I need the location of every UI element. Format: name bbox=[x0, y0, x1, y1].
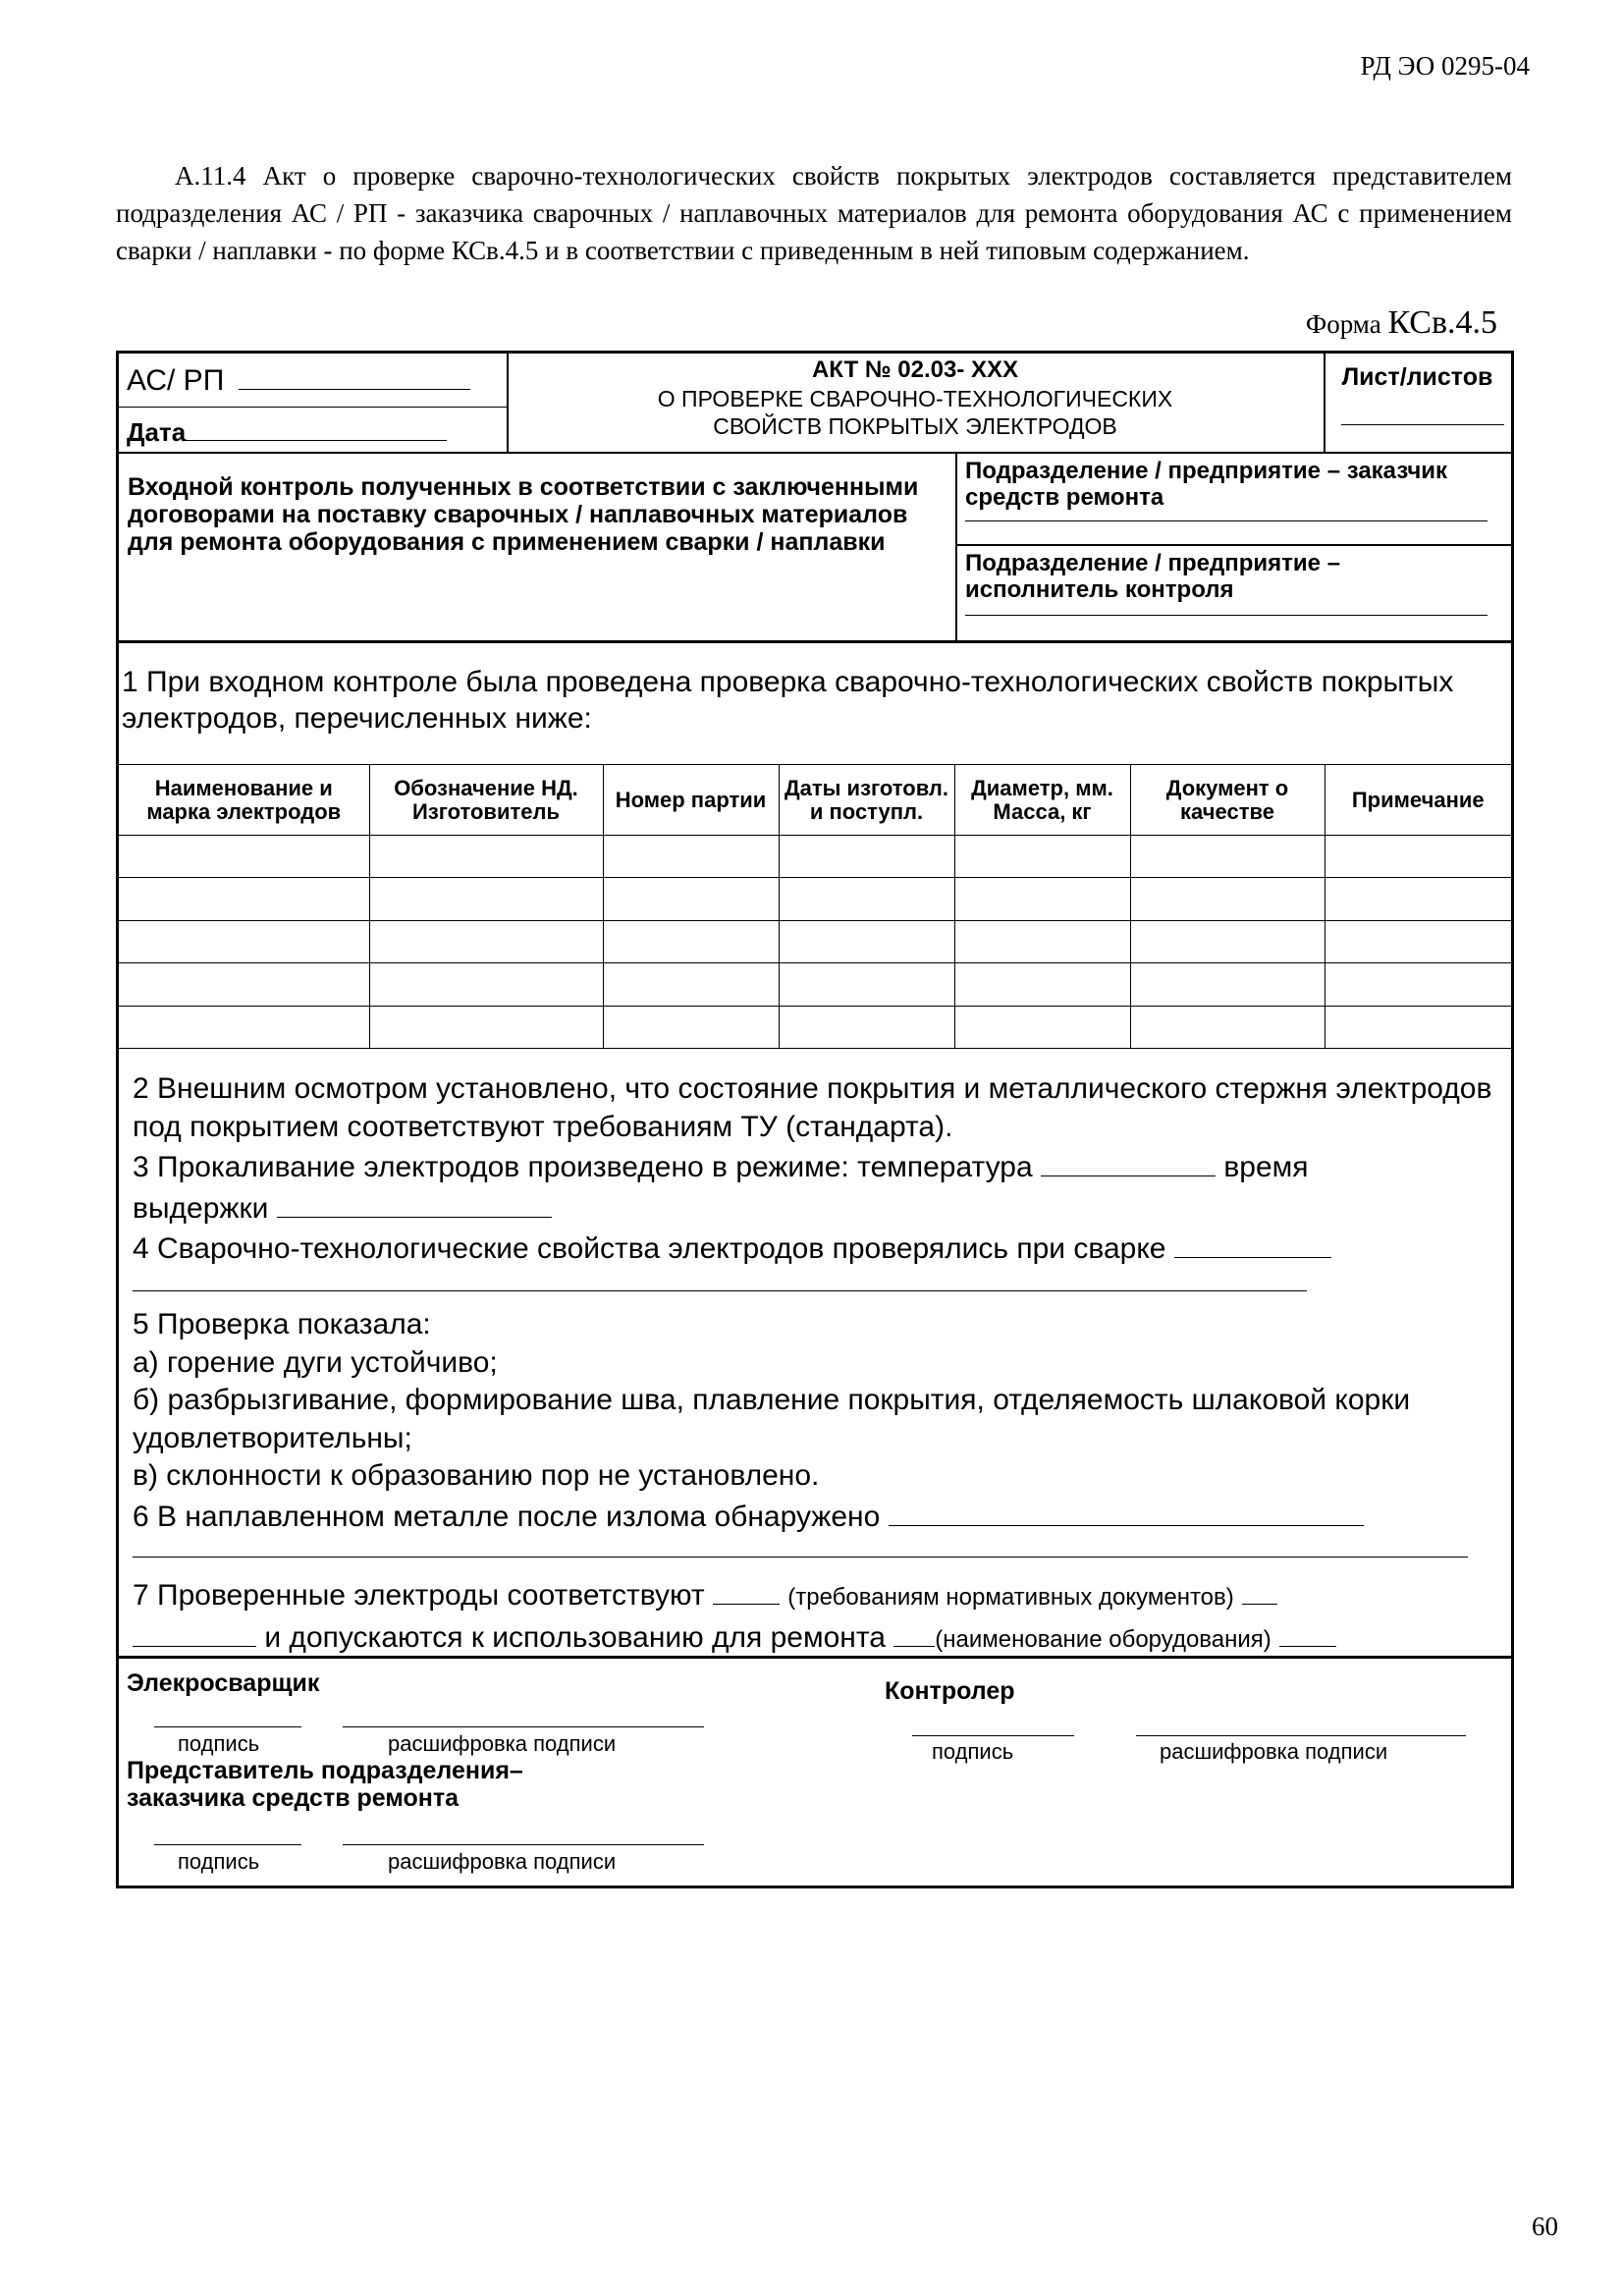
col-note: Примечание bbox=[1325, 765, 1511, 836]
equipment-field[interactable] bbox=[893, 1616, 935, 1647]
controller-signature-line[interactable] bbox=[912, 1735, 1074, 1736]
controller-decode-caption: расшифровка подписи bbox=[1160, 1739, 1388, 1764]
welder-label: Элекросварщик bbox=[127, 1669, 320, 1697]
hold-time-field[interactable] bbox=[277, 1187, 552, 1218]
table-row bbox=[119, 836, 1511, 878]
date-label: Дата bbox=[127, 417, 187, 447]
input-control-cell bbox=[119, 454, 957, 640]
input-control-text: Входной контроль полученных в соответствии с заключенными договорами на поставку сварочных / наплавочных материалов для ремонта оборудования с применением сварки / наплавки bbox=[128, 473, 919, 556]
defects-field-continuation[interactable] bbox=[133, 1527, 1468, 1558]
act-subtitle-line1: О ПРОВЕРКЕ СВАРОЧНО-ТЕХНОЛОГИЧЕСКИХ bbox=[657, 386, 1173, 411]
paragraph-2: 2 Внешним осмотром установлено, что состояние покрытия и металлического стержня электродов под покрытием соответствуют требованиям ТУ (стандарта). bbox=[133, 1072, 1492, 1143]
act-title: АКТ № 02.03- XXX bbox=[811, 356, 1019, 383]
representative-signature-caption: подпись bbox=[178, 1849, 260, 1874]
electrodes-table bbox=[119, 764, 1511, 1049]
sheets-field[interactable] bbox=[1341, 409, 1504, 425]
table-row bbox=[119, 878, 1511, 920]
customer-field[interactable] bbox=[965, 505, 1488, 521]
controller-signature-caption: подпись bbox=[932, 1739, 1014, 1764]
conformity-field[interactable] bbox=[713, 1574, 780, 1605]
paragraph-6-continuation bbox=[133, 1537, 1497, 1574]
equipment-field-2[interactable] bbox=[1279, 1616, 1336, 1647]
table-row bbox=[119, 963, 1511, 1006]
controller-decode-line[interactable] bbox=[1136, 1735, 1466, 1736]
paragraph-5a: а) горение дуги устойчиво; bbox=[133, 1345, 498, 1379]
sheets-label: Лист/листов bbox=[1341, 363, 1493, 391]
executor-cell bbox=[955, 546, 1511, 640]
as-rp-field[interactable] bbox=[239, 359, 470, 390]
conformity-field-2[interactable] bbox=[1242, 1574, 1277, 1605]
representative-decode-caption: расшифровка подписи bbox=[388, 1849, 617, 1874]
paragraph-7-continuation bbox=[133, 1616, 1497, 1660]
welder-signature-line[interactable] bbox=[154, 1726, 301, 1727]
date-field[interactable] bbox=[186, 414, 447, 441]
temperature-field[interactable] bbox=[1041, 1146, 1216, 1176]
paragraph-5c: в) склонности к образованию пор не установлено. bbox=[133, 1459, 820, 1493]
paragraph-7 bbox=[133, 1574, 1497, 1617]
act-title-cell bbox=[507, 354, 1325, 452]
conformity-field-3[interactable] bbox=[133, 1616, 256, 1647]
as-rp-cell bbox=[119, 354, 509, 452]
representative-decode-line[interactable] bbox=[343, 1844, 704, 1845]
col-quality-document: Документ о качестве bbox=[1130, 765, 1325, 836]
representative-label: Представитель подразделения– заказчика средств ремонта bbox=[127, 1757, 523, 1812]
defects-field[interactable] bbox=[889, 1496, 1364, 1526]
paragraph-6-text: 6 В наплавленном металле после излома обнаружено bbox=[133, 1500, 881, 1533]
representative-signature-line[interactable] bbox=[154, 1844, 301, 1845]
paragraph-7-text-2: и допускаются к использованию для ремонта bbox=[264, 1621, 886, 1655]
controller-label: Контролер bbox=[885, 1677, 1015, 1705]
paragraph-7-text: 7 Проверенные электроды соответствуют bbox=[133, 1578, 705, 1612]
form-code: КСв.4.5 bbox=[1387, 304, 1497, 341]
paragraph-4-continuation bbox=[133, 1269, 1497, 1306]
col-diameter-mass: Диаметр, мм. Масса, кг bbox=[954, 765, 1130, 836]
paragraph-3-hold bbox=[133, 1187, 1497, 1229]
col-nd-manufacturer: Обозначение НД. Изготовитель bbox=[369, 765, 603, 836]
executor-label: Подразделение / предприятие – исполнитель контроля bbox=[965, 550, 1341, 603]
as-rp-label: АС/ РП bbox=[127, 364, 225, 397]
paragraph-7-small-2: (наименование оборудования) bbox=[935, 1626, 1271, 1654]
welder-decode-line[interactable] bbox=[343, 1726, 704, 1727]
welder-signature-caption: подпись bbox=[178, 1731, 260, 1756]
section2-block bbox=[133, 1070, 1497, 1660]
form-label bbox=[1306, 304, 1497, 342]
col-batch-number: Номер партии bbox=[603, 765, 779, 836]
form-label-prefix: Форма bbox=[1305, 309, 1388, 339]
col-name: Наименование и марка электродов bbox=[119, 765, 369, 836]
welding-field[interactable] bbox=[1174, 1228, 1331, 1258]
paragraph-3-time: время bbox=[1223, 1151, 1309, 1184]
paragraph-5b: б) разбрызгивание, формирование шва, плавление покрытия, отделяемость шлаковой корки удовлетворительны; bbox=[133, 1384, 1411, 1454]
executor-field[interactable] bbox=[965, 599, 1488, 616]
document-code: РД ЭО 0295-04 bbox=[1360, 51, 1530, 81]
page-number: 60 bbox=[1532, 2212, 1558, 2241]
paragraph-5: 5 Проверка показала: bbox=[133, 1307, 431, 1340]
table-row bbox=[119, 920, 1511, 962]
paragraph-3-hold-text: выдержки bbox=[133, 1191, 269, 1225]
section1-text: 1 При входном контроле была проведена проверка сварочно-технологических свойств покрытых электродов, перечисленных ниже: bbox=[122, 666, 1454, 735]
paragraph-7-small-1: (требованиям нормативных документов) bbox=[787, 1583, 1234, 1611]
welding-field-continuation[interactable] bbox=[133, 1261, 1307, 1291]
sheets-cell bbox=[1324, 354, 1511, 452]
customer-cell bbox=[955, 454, 1511, 544]
paragraph-3-text: 3 Прокаливание электродов произведено в режиме: температура bbox=[133, 1151, 1033, 1184]
act-subtitle-line2: СВОЙСТВ ПОКРЫТЫХ ЭЛЕКТРОДОВ bbox=[713, 413, 1117, 439]
table-row bbox=[119, 1006, 1511, 1048]
intro-paragraph: А.11.4 Акт о проверке сварочно-технологических свойств покрытых электродов составляется представителем подразделения АС / РП - заказчика сварочных / наплавочных материалов для ремонта оборудования АС с применением сварки / наплавки - по форме КСв.4.5 и в соответствии с приведенным в ней типовым содержанием. bbox=[116, 161, 1512, 265]
form-frame bbox=[116, 351, 1514, 1888]
customer-label: Подразделение / предприятие – заказчик средств ремонта bbox=[965, 458, 1448, 511]
paragraph-3 bbox=[133, 1146, 1497, 1187]
col-dates: Даты изготовл. и поступл. bbox=[779, 765, 954, 836]
welder-decode-caption: расшифровка подписи bbox=[388, 1731, 617, 1756]
paragraph-4-text: 4 Сварочно-технологические свойства электродов проверялись при сварке bbox=[133, 1232, 1166, 1266]
